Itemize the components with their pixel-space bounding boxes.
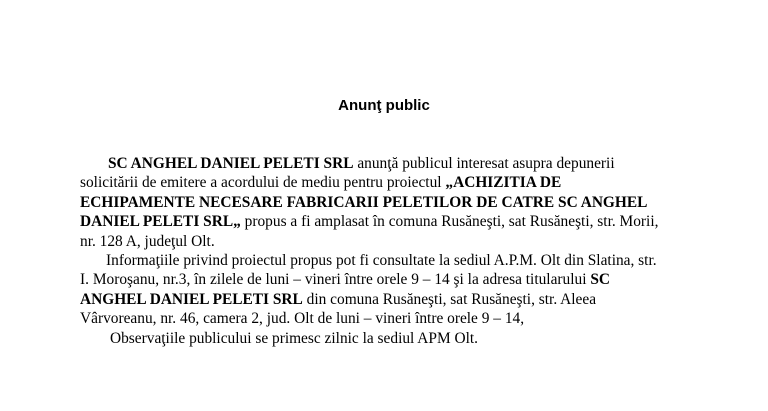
project-name: DANIEL PELETI SRL„ xyxy=(80,213,241,231)
paragraph-3-line-1: Observaţiile publicului se primesc zilnic la sediul APM Olt. xyxy=(110,329,479,347)
paragraph-1-line-2: solicitării de emitere a acordului de mediu pentru proiectul „ACHIZITIA DE xyxy=(80,174,562,192)
paragraph-1-line-5: nr. 128 A, judeţul Olt. xyxy=(80,232,215,250)
paragraph-1-line-4: DANIEL PELETI SRL„ propus a fi amplasat în comuna Rusăneşti, sat Rusăneşti, str. Morii, xyxy=(80,213,659,231)
paragraph-2-line-4: Vârvoreanu, nr. 46, camera 2, jud. Olt de luni – vineri între orele 9 – 14, xyxy=(80,310,525,328)
company-name: SC xyxy=(590,271,611,289)
paragraph-1-line-3 xyxy=(80,193,720,212)
page-title: Anunţ public xyxy=(338,97,430,114)
company-name: SC ANGHEL DANIEL PELETI SRL xyxy=(108,155,354,172)
paragraph-1-line-1: SC ANGHEL DANIEL PELETI SRL anunţă publicul interesat asupra depunerii xyxy=(108,155,615,172)
announcement-body xyxy=(80,154,720,348)
paragraph-2-line-3: ANGHEL DANIEL PELETI SRL din comuna Rusăneşti, sat Rusăneşti, str. Aleea xyxy=(80,290,597,308)
project-name: ECHIPAMENTE NECESARE FABRICARII PELETILOR DE CATRE SC ANGHEL xyxy=(80,193,648,211)
project-name: „ACHIZITIA DE xyxy=(445,174,562,192)
paragraph-2-line-1: Informaţiile privind proiectul propus pot fi consultate la sediul A.P.M. Olt din Slatina, str. xyxy=(106,252,657,270)
paragraph-2-line-2: I. Moroşanu, nr.3, în zilele de luni – vineri între orele 9 – 14 şi la adresa titularului SC xyxy=(80,271,611,289)
company-name: ANGHEL DANIEL PELETI SRL xyxy=(80,290,303,308)
